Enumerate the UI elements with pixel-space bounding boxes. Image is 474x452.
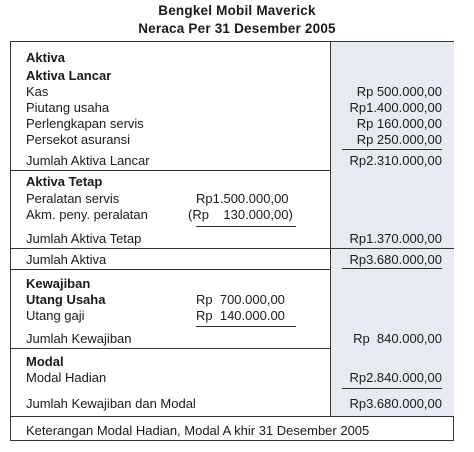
- section-divider: [10, 269, 330, 270]
- modal-heading: Modal: [26, 354, 64, 369]
- utang-usaha-value: Rp 700.000,00: [196, 292, 285, 307]
- utang-usaha-label: Utang Usaha: [26, 292, 106, 307]
- footer-divider: [10, 416, 454, 417]
- peralatan-value: Rp1.500.000,00: [196, 191, 289, 206]
- aktiva-tetap-heading: Aktiva Tetap: [26, 174, 103, 189]
- jumlah-aktiva-lancar-value: Rp2.310.000,00: [349, 153, 442, 168]
- aktiva-lancar-heading: Aktiva Lancar: [26, 68, 112, 83]
- underline: [342, 149, 442, 150]
- footer-note: Keterangan Modal Hadian, Modal A khir 31 Desember 2005: [26, 423, 370, 438]
- perlengkapan-label: Perlengkapan servis: [26, 116, 144, 131]
- kewajiban-heading: Kewajiban: [26, 276, 91, 291]
- modal-hadian-label: Modal Hadian: [26, 370, 107, 385]
- jumlah-aktiva-tetap-label: Jumlah Aktiva Tetap: [26, 231, 142, 246]
- underline: [196, 326, 296, 327]
- perlengkapan-value: Rp 160.000,00: [356, 116, 442, 131]
- modal-hadian-value: Rp2.840.000,00: [349, 370, 442, 385]
- underline: [342, 388, 442, 389]
- utang-gaji-label: Utang gaji: [26, 308, 85, 323]
- section-divider: [10, 248, 454, 249]
- double-underline: [342, 268, 442, 269]
- piutang-value: Rp1.400.000,00: [349, 100, 442, 115]
- jumlah-kewajiban-label: Jumlah Kewajiban: [26, 331, 132, 346]
- section-divider: [10, 170, 330, 171]
- peralatan-label: Peralatan servis: [26, 191, 120, 206]
- jumlah-aktiva-lancar-label: Jumlah Aktiva Lancar: [26, 153, 150, 168]
- akm-peny-label: Akm. peny. peralatan: [26, 207, 148, 222]
- utang-gaji-value: Rp 140.000.00: [196, 308, 285, 323]
- jumlah-kewajiban-modal-label: Jumlah Kewajiban dan Modal: [26, 396, 196, 411]
- jumlah-aktiva-label: Jumlah Aktiva: [26, 252, 107, 267]
- jumlah-kewajiban-modal-value: Rp3.680.000,00: [349, 396, 442, 411]
- jumlah-aktiva-value: Rp3.680.000,00: [349, 252, 442, 267]
- kas-label: Kas: [26, 84, 49, 99]
- aktiva-heading: Aktiva: [26, 50, 66, 65]
- document-subtitle: Neraca Per 31 Desember 2005: [138, 21, 336, 36]
- kas-value: Rp 500.000,00: [356, 84, 442, 99]
- piutang-label: Piutang usaha: [26, 100, 110, 115]
- persekot-value: Rp 250.000,00: [356, 132, 442, 147]
- document-title: Bengkel Mobil Maverick: [158, 3, 316, 18]
- section-divider: [10, 348, 330, 349]
- underline: [196, 226, 296, 227]
- jumlah-kewajiban-value: Rp 840.000,00: [353, 331, 442, 346]
- akm-peny-value: (Rp 130.000,00): [188, 207, 293, 222]
- jumlah-aktiva-tetap-value: Rp1.370.000,00: [349, 231, 442, 246]
- persekot-label: Persekot asuransi: [26, 132, 131, 147]
